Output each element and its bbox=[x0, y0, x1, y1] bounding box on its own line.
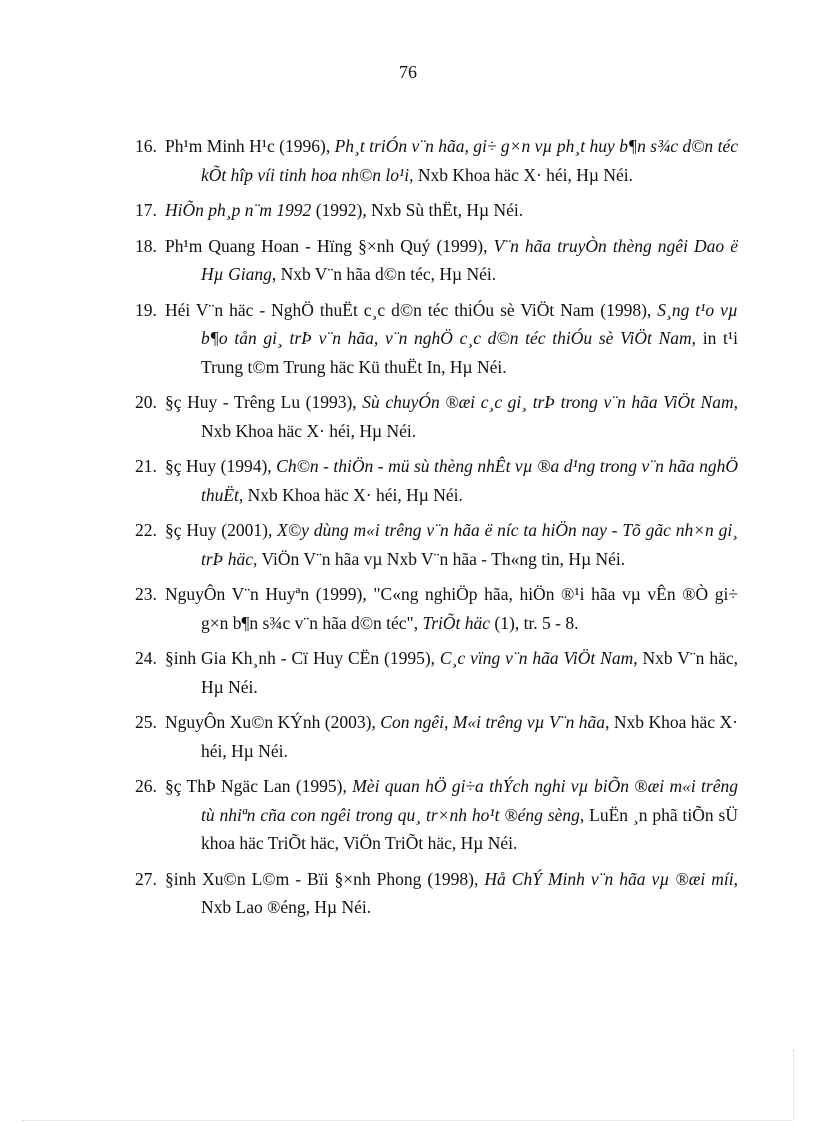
reference-author: §inh Xu©n L©m - Bïi §×nh Phong (1998), bbox=[165, 868, 485, 889]
reference-publisher: (1992), Nxb Sù thËt, Hµ Néi. bbox=[311, 200, 524, 220]
reference-publisher: , ViÖn V¨n hãa vµ Nxb V¨n hãa - Th«ng tin, Hµ Néi. bbox=[253, 548, 626, 569]
reference-item-18 bbox=[135, 232, 738, 289]
reference-title: Ph¸t triÓn v¨n hãa, gi÷ g×n vµ ph¸t huy b¶n s¾c d©n téc kÕt hîp víi tinh hoa nh©n lo¹i bbox=[201, 136, 738, 185]
reference-number: 26. bbox=[135, 776, 157, 796]
reference-publisher: , Nxb Khoa häc X· héi, Hµ Néi. bbox=[238, 484, 463, 505]
reference-publisher: , Nxb Khoa häc X· héi, Hµ Néi. bbox=[409, 164, 634, 185]
reference-item-22 bbox=[135, 516, 738, 573]
reference-publisher: , Nxb V¨n hãa d©n téc, Hµ Néi. bbox=[271, 264, 497, 284]
reference-author: §ç ThÞ Ngäc Lan (1995), bbox=[165, 776, 353, 796]
reference-title: Hå ChÝ Minh v¨n hãa vµ ®æi míi bbox=[484, 868, 734, 889]
reference-item-21 bbox=[135, 452, 738, 509]
reference-publisher: , LuËn ¸n phã tiÕn sÜ khoa häc TriÕt häc, ViÖn TriÕt häc, Hµ Néi. bbox=[201, 804, 738, 853]
reference-author: §inh Gia Kh¸nh - Cï Huy CËn (1995), bbox=[165, 648, 440, 668]
reference-item-17 bbox=[135, 196, 738, 225]
reference-item-27 bbox=[135, 865, 738, 922]
reference-list bbox=[135, 132, 738, 929]
reference-title: Con ngêi, M«i trêng vµ V¨n hãa bbox=[380, 712, 606, 732]
reference-item-19 bbox=[135, 296, 738, 382]
reference-item-16 bbox=[135, 132, 738, 189]
page-number: 76 bbox=[399, 62, 417, 82]
reference-author: Ph¹m Quang Hoan - Hïng §×nh Quý (1999), bbox=[165, 235, 494, 256]
reference-title: HiÕn ph¸p n¨m 1992 bbox=[165, 200, 312, 220]
reference-publisher: , Nxb Khoa häc X· héi, Hµ Néi. bbox=[201, 712, 738, 761]
page-bottom-border bbox=[22, 1120, 794, 1121]
reference-item-25 bbox=[135, 708, 738, 765]
reference-number: 16. bbox=[135, 136, 157, 156]
reference-author: §ç Huy - Trêng Lu (1993), bbox=[165, 392, 363, 412]
reference-number: 25. bbox=[135, 712, 157, 732]
reference-author: Ph¹m Minh H¹c (1996), bbox=[165, 136, 335, 156]
reference-title: C¸c vïng v¨n hãa ViÖt Nam bbox=[439, 648, 634, 668]
reference-item-23 bbox=[135, 580, 738, 637]
reference-title: TriÕt häc bbox=[422, 612, 491, 633]
reference-publisher: (1), tr. 5 - 8. bbox=[490, 612, 579, 633]
reference-title: V¨n hãa truyÒn thèng ngêi Dao ë Hµ Giang bbox=[201, 235, 738, 284]
reference-publisher: , Nxb Khoa häc X· héi, Hµ Néi. bbox=[201, 392, 738, 441]
reference-title: X©y dùng m«i trêng v¨n hãa ë níc ta hiÖn nay - Tõ gãc nh×n gi¸ trÞ häc bbox=[201, 520, 739, 569]
reference-number: 21. bbox=[135, 456, 157, 476]
reference-number: 18. bbox=[135, 235, 157, 256]
reference-number: 20. bbox=[135, 392, 157, 412]
reference-title: Ch©n - thiÖn - mü sù thèng nhÊt vµ ®a d¹ng trong v¨n hãa nghÖ thuËt bbox=[201, 456, 739, 505]
reference-author: NguyÔn V¨n Huyªn (1999), "C«ng nghiÖp hãa, hiÖn ®¹i hãa vµ vÊn ®Ò gi÷ g×n b¶n s¾c v¨n hãa d©n téc", bbox=[165, 584, 738, 633]
reference-item-20 bbox=[135, 388, 738, 445]
reference-title: Mèi quan hÖ gi÷a thÝch nghi vµ biÕn ®æi m«i trêng tù nhiªn cña con ngêi trong qu¸ tr×nh ho¹t ®éng sèng bbox=[201, 776, 738, 825]
reference-number: 17. bbox=[135, 200, 157, 220]
reference-number: 24. bbox=[135, 648, 157, 668]
reference-author: §ç Huy (2001), bbox=[165, 520, 278, 540]
reference-item-24 bbox=[135, 644, 738, 701]
reference-number: 23. bbox=[135, 584, 157, 604]
reference-title: Sù chuyÓn ®æi c¸c gi¸ trÞ trong v¨n hãa ViÖt Nam bbox=[362, 392, 734, 412]
reference-author: NguyÔn Xu©n KÝnh (2003), bbox=[165, 712, 381, 732]
reference-publisher: , in t¹i Trung t©m Trung häc Kü thuËt In, Hµ Néi. bbox=[201, 328, 738, 377]
reference-number: 19. bbox=[135, 299, 157, 320]
reference-title: S¸ng t¹o vµ b¶o tån gi¸ trÞ v¨n hãa, v¨n nghÖ c¸c d©n téc thiÓu sè ViÖt Nam bbox=[201, 299, 738, 348]
reference-number: 27. bbox=[135, 868, 157, 889]
reference-author: §ç Huy (1994), bbox=[165, 456, 277, 476]
reference-item-26 bbox=[135, 772, 738, 858]
reference-author: Héi V¨n häc - NghÖ thuËt c¸c d©n téc thiÓu sè ViÖt Nam (1998), bbox=[165, 299, 658, 320]
page-side-border bbox=[793, 1050, 794, 1120]
reference-publisher: , Nxb Lao ®éng, Hµ Néi. bbox=[201, 868, 739, 917]
reference-number: 22. bbox=[135, 520, 157, 540]
reference-publisher: , Nxb V¨n häc, Hµ Néi. bbox=[201, 648, 738, 697]
